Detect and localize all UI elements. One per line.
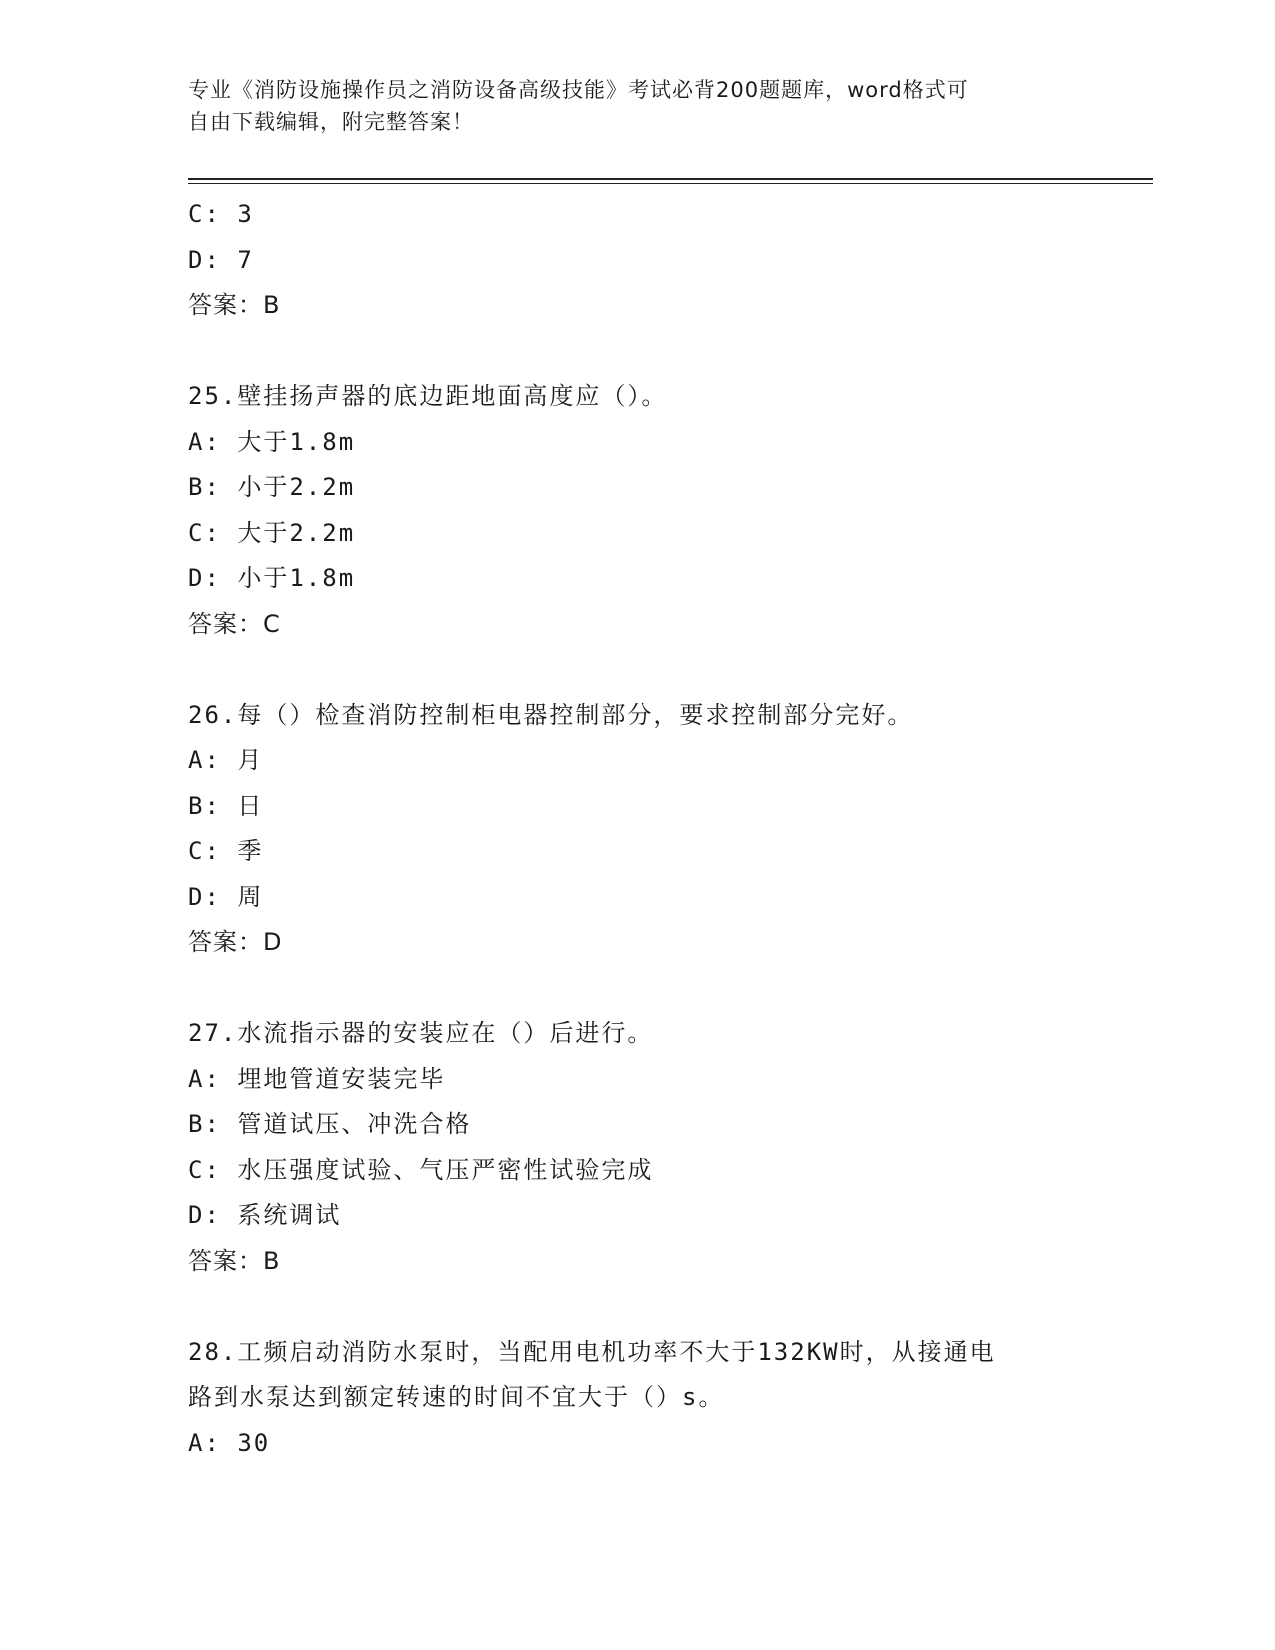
- answer-line: 答案：B: [188, 1246, 281, 1275]
- question-27: [188, 1011, 1088, 1284]
- answer-line: 答案：C: [188, 609, 281, 638]
- question-stem: 26.每（）检查消防控制柜电器控制部分，要求控制部分完好。: [188, 700, 914, 729]
- option-d: D: 7: [188, 245, 254, 274]
- option-d: D: 周: [188, 882, 264, 911]
- question-26: [188, 693, 1088, 966]
- answer-line: 答案：D: [188, 928, 283, 956]
- option-d: D: 系统调试: [188, 1201, 342, 1229]
- option-b: B: 日: [188, 791, 264, 820]
- header-rule-thin: [188, 183, 1153, 184]
- question-25: [188, 374, 1088, 647]
- question-stem-line-2: 路到水泵达到额定转速的时间不宜大于（）s。: [188, 1383, 725, 1411]
- option-a: A: 月: [188, 746, 264, 774]
- document-header: [188, 74, 1088, 138]
- option-c: C: 水压强度试验、气压严密性试验完成: [188, 1155, 654, 1184]
- question-24-tail: [188, 192, 1088, 329]
- option-c: C: 季: [188, 837, 264, 865]
- header-line-1: 专业《消防设施操作员之消防设备高级技能》考试必背200题题库，word格式可: [188, 78, 969, 102]
- question-list: [188, 192, 1088, 1466]
- option-a: A: 埋地管道安装完毕: [188, 1064, 446, 1093]
- option-b: B: 小于2.2m: [188, 473, 356, 501]
- header-rule-thick: [188, 178, 1153, 180]
- question-28: [188, 1330, 1088, 1467]
- answer-line: 答案：B: [188, 291, 281, 319]
- option-c: C: 3: [188, 200, 254, 228]
- option-a: A: 大于1.8m: [188, 427, 356, 456]
- option-b: B: 管道试压、冲洗合格: [188, 1110, 472, 1138]
- question-stem: 27.水流指示器的安装应在（）后进行。: [188, 1019, 654, 1047]
- question-stem-line-1: 28.工频启动消防水泵时，当配用电机功率不大于132KW时，从接通电: [188, 1337, 996, 1366]
- option-c: C: 大于2.2m: [188, 518, 356, 547]
- question-stem: 25.壁挂扬声器的底边距地面高度应（）。: [188, 382, 668, 410]
- option-d: D: 小于1.8m: [188, 564, 356, 592]
- option-a: A: 30: [188, 1428, 271, 1457]
- header-line-2: 自由下载编辑，附完整答案！: [188, 110, 474, 134]
